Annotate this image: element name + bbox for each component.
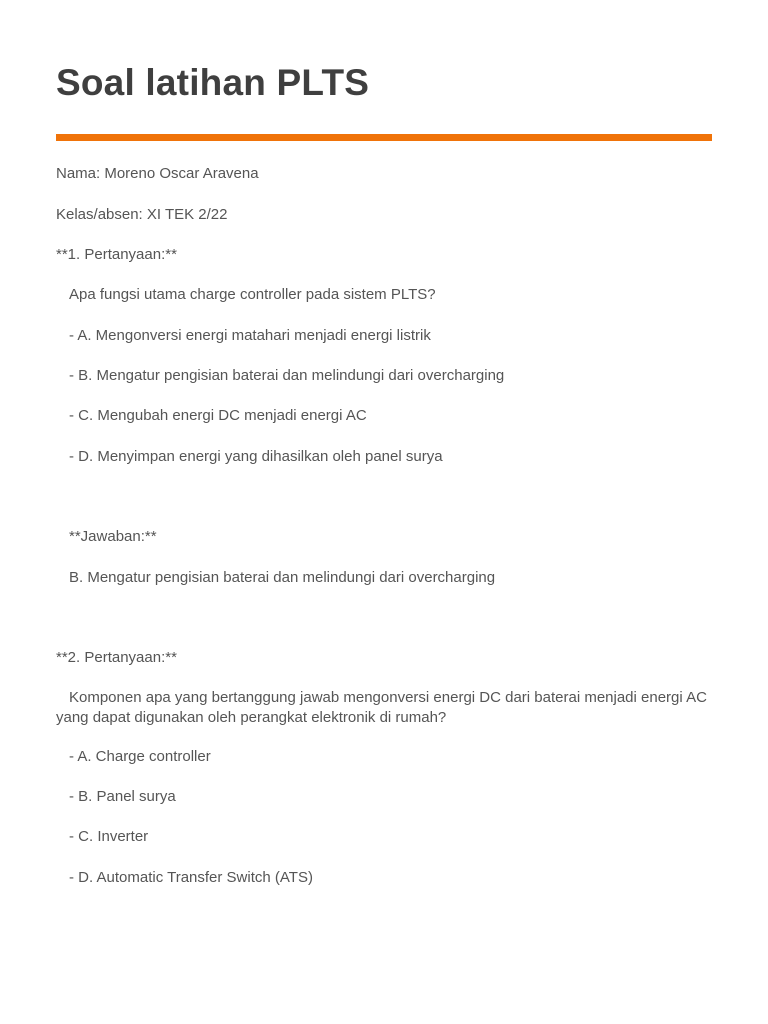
title-underline bbox=[56, 134, 712, 141]
student-name: Nama: Moreno Oscar Aravena bbox=[56, 165, 259, 182]
student-class: Kelas/absen: XI TEK 2/22 bbox=[56, 206, 228, 223]
question-1-option-d: - D. Menyimpan energi yang dihasilkan oleh panel surya bbox=[69, 448, 443, 465]
question-1-answer-heading: **Jawaban:** bbox=[69, 528, 157, 545]
document-title: Soal latihan PLTS bbox=[56, 62, 370, 103]
question-2-option-c: - C. Inverter bbox=[69, 828, 149, 845]
question-1-option-a: - A. Mengonversi energi matahari menjadi energi listrik bbox=[69, 327, 431, 344]
question-1-option-b: - B. Mengatur pengisian baterai dan melindungi dari overcharging bbox=[69, 367, 505, 384]
question-2-option-a: - A. Charge controller bbox=[69, 748, 211, 765]
question-2-heading: **2. Pertanyaan:** bbox=[56, 649, 177, 666]
question-2-option-b: - B. Panel surya bbox=[69, 788, 176, 805]
question-2-option-d: - D. Automatic Transfer Switch (ATS) bbox=[69, 869, 313, 886]
question-2-text: Komponen apa yang bertanggung jawab mengonversi energi DC dari baterai menjadi energi AC yang dapat digunakan oleh perangkat elektronik di rumah? bbox=[56, 689, 707, 726]
question-1-answer: B. Mengatur pengisian baterai dan melindungi dari overcharging bbox=[69, 569, 496, 586]
question-1-heading: **1. Pertanyaan:** bbox=[56, 246, 177, 263]
question-1-text: Apa fungsi utama charge controller pada sistem PLTS? bbox=[69, 286, 436, 303]
question-1-option-c: - C. Mengubah energi DC menjadi energi AC bbox=[69, 407, 367, 424]
